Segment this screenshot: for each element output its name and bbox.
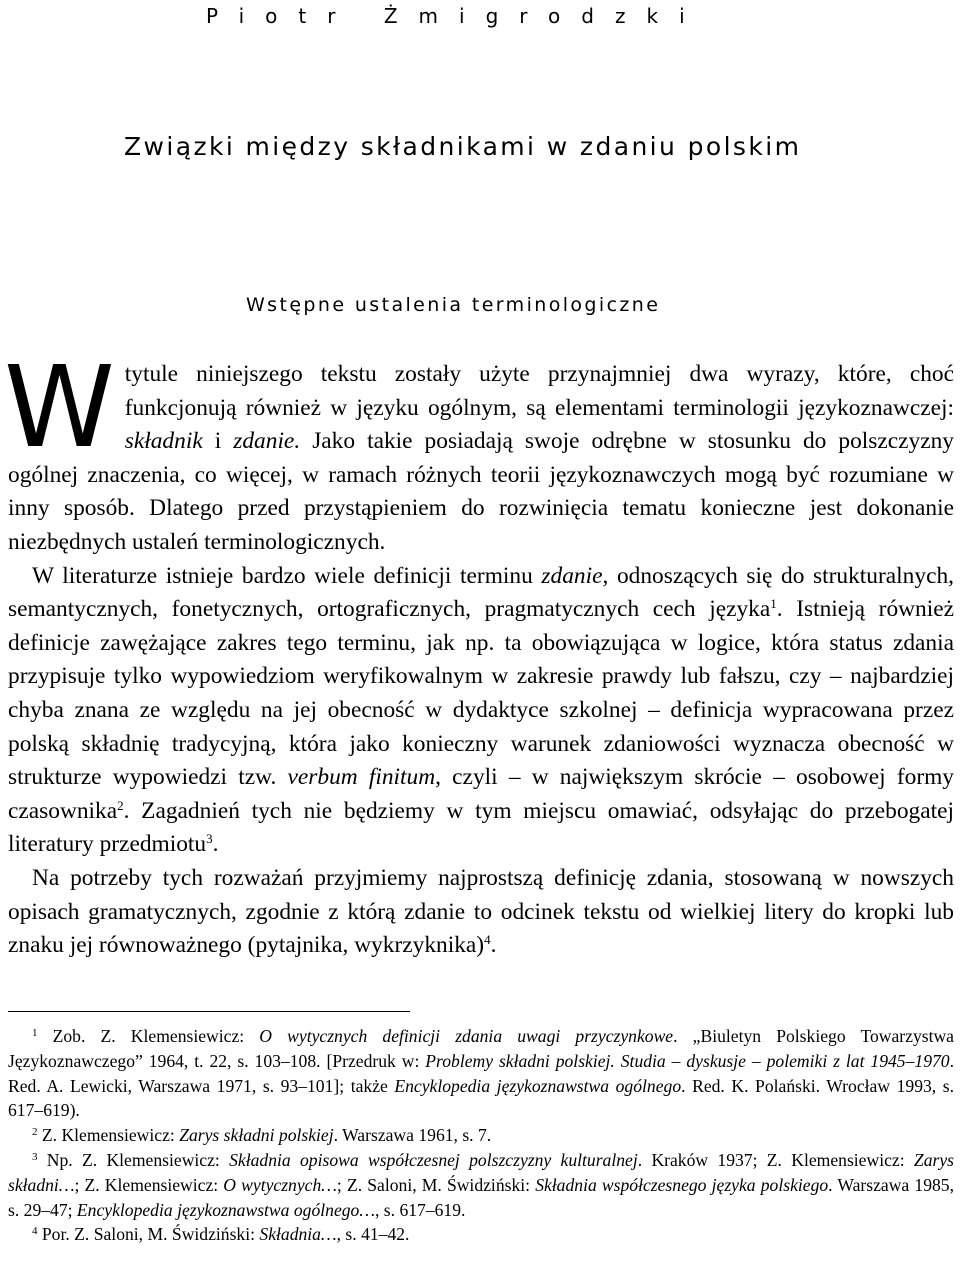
paragraph-text: W literaturze istnieje bardzo wiele definicji terminu xyxy=(32,562,542,589)
footnote-text: . Warszawa 1961, s. 7. xyxy=(333,1125,492,1146)
footnote-text: Z. Klemensiewicz: xyxy=(37,1125,180,1146)
citation-title: Encyklopedia językoznawstwa ogólnego… xyxy=(76,1199,375,1220)
footnotes xyxy=(8,1024,954,1247)
paragraph-text: tytule niniejszego tekstu zostały użyte przynajmniej dwa wyrazy, które, choć funkcjonują również w języku ogólnym, są elementami terminologii językoznawczej: xyxy=(124,361,954,421)
citation-title: Problemy składni polskiej. Studia – dyskusje – polemiki z lat 1945–1970 xyxy=(425,1050,950,1071)
paragraph-text: . xyxy=(212,831,219,858)
footnote-text: Np. Z. Klemensiewicz: xyxy=(37,1149,230,1170)
paragraph-text: . Zagadnień tych nie będziemy w tym miejscu omawiać, odsyłając do przebogatej literatury przedmiotu xyxy=(8,797,954,858)
citation-title: Zarys składni polskiej xyxy=(179,1125,334,1146)
footnote-text: . Kraków 1937; Z. Klemensiewicz: xyxy=(637,1149,914,1170)
term-italic: zdanie. xyxy=(233,428,301,455)
footnote-number: 3 xyxy=(32,1150,38,1163)
footnote-text: Por. Z. Saloni, M. Świdziński: xyxy=(37,1224,260,1245)
term-italic: składnik xyxy=(124,428,203,455)
author-name: Piotr Żmigrodzki xyxy=(206,4,706,28)
footnote-1 xyxy=(8,1024,954,1123)
footnote-4 xyxy=(8,1222,954,1247)
footnote-number: 2 xyxy=(32,1126,38,1139)
paragraph-2 xyxy=(8,560,954,862)
citation-title: O wytycznych… xyxy=(223,1174,337,1195)
citation-title: Składnia… xyxy=(259,1224,337,1245)
footnote-separator xyxy=(8,1011,410,1012)
citation-title: O wytycznych definicji zdania uwagi przyczynkowe xyxy=(259,1026,674,1046)
drop-cap: W xyxy=(4,343,115,473)
paragraph-text: , czyli – w największym skrócie – osobowej formy czasownika xyxy=(8,764,954,824)
footnote-ref-3[interactable]: 3 xyxy=(206,831,213,847)
footnote-text: . „Biuletyn Polskiego Towarzystwa Językoznawczego” 1964, t. 22, s. 103–108. [Przedruk w: xyxy=(8,1026,954,1071)
citation-title: Składnia współczesnego języka polskiego xyxy=(535,1174,829,1195)
section-heading: Wstępne ustalenia terminologiczne xyxy=(246,294,661,316)
article-title: Związki między składnikami w zdaniu polskim xyxy=(124,132,802,161)
footnote-number: 4 xyxy=(32,1225,38,1238)
body-text xyxy=(4,343,954,963)
term-italic: verbum finitum xyxy=(287,764,436,791)
paragraph-text: Jako takie posiadają swoje odrębne w stosunku do polszczyzny ogólnej znaczenia, co więcej, w ramach różnych teorii językoznawczych mogą być rozumiane w inny sposób. Dlatego przed przystąpieniem do rozwinięcia tematu konieczne jest dokonanie niezbędnych ustaleń terminologicznych. xyxy=(8,428,954,555)
paragraph-text: Na potrzeby tych rozważań przyjmiemy najprostszą definicję zdania, stosowaną w nowszych opisach gramatycznych, zgodnie z którą zdanie to odcinek tekstu od wielkiej litery do kropki lub znaku jej równoważnego (pytajnika, wykrzyknika) xyxy=(8,864,954,959)
citation-title: Zarys składni… xyxy=(8,1149,954,1195)
paragraph-1 xyxy=(4,343,954,560)
footnote-3 xyxy=(8,1148,954,1222)
paragraph-text: . Istnieją również definicje zawężające zakres tego terminu, jak np. ta obowiązująca w logice, która status zdania przypisuje tylko wypowiedziom weryfikowalnym w zakresie prawdy lub fałszu, czy – najbardziej chyba znana ze względu na jej obecność w dydaktyce szkolnej – definicja wypracowana przez polską składnię tradycyjną, która jako konieczny warunek zdaniowości wyznacza obecność w strukturze wypowiedzi tzw. xyxy=(8,596,954,791)
footnote-text: ; Z. Saloni, M. Świdziński: xyxy=(336,1174,536,1195)
citation-title: Encyklopedia językoznawstwa ogólnego xyxy=(394,1075,682,1096)
term-italic: zdanie xyxy=(541,562,603,589)
footnote-text: ; Z. Klemensiewicz: xyxy=(74,1174,224,1195)
paragraph-text: . xyxy=(490,932,497,959)
citation-title: Składnia opisowa współczesnej polszczyzny kulturalnej xyxy=(229,1149,638,1170)
paragraph-text: , odnoszących się do strukturalnych, semantycznych, fonetycznych, ortograficznych, pragmatycznych cech języka xyxy=(8,562,954,623)
footnote-number: 1 xyxy=(32,1027,38,1039)
footnote-text: , s. 617–619. xyxy=(375,1199,466,1220)
footnote-text: Zob. Z. Klemensiewicz: xyxy=(37,1026,260,1046)
footnote-text: . Warszawa 1985, s. 29–47; xyxy=(8,1174,954,1220)
footnote-text: . Red. K. Polański. Wrocław 1993, s. 617–619). xyxy=(8,1075,954,1121)
footnote-text: . Red. A. Lewicki, Warszawa 1971, s. 93–101]; także xyxy=(8,1050,954,1096)
paragraph-3 xyxy=(8,862,954,963)
footnote-ref-2[interactable]: 2 xyxy=(117,797,124,813)
paragraph-text: i xyxy=(202,428,234,455)
footnote-text: , s. 41–42. xyxy=(336,1224,410,1245)
footnote-ref-1[interactable]: 1 xyxy=(770,596,777,612)
footnote-2 xyxy=(8,1123,954,1148)
footnote-ref-4[interactable]: 4 xyxy=(484,932,491,948)
